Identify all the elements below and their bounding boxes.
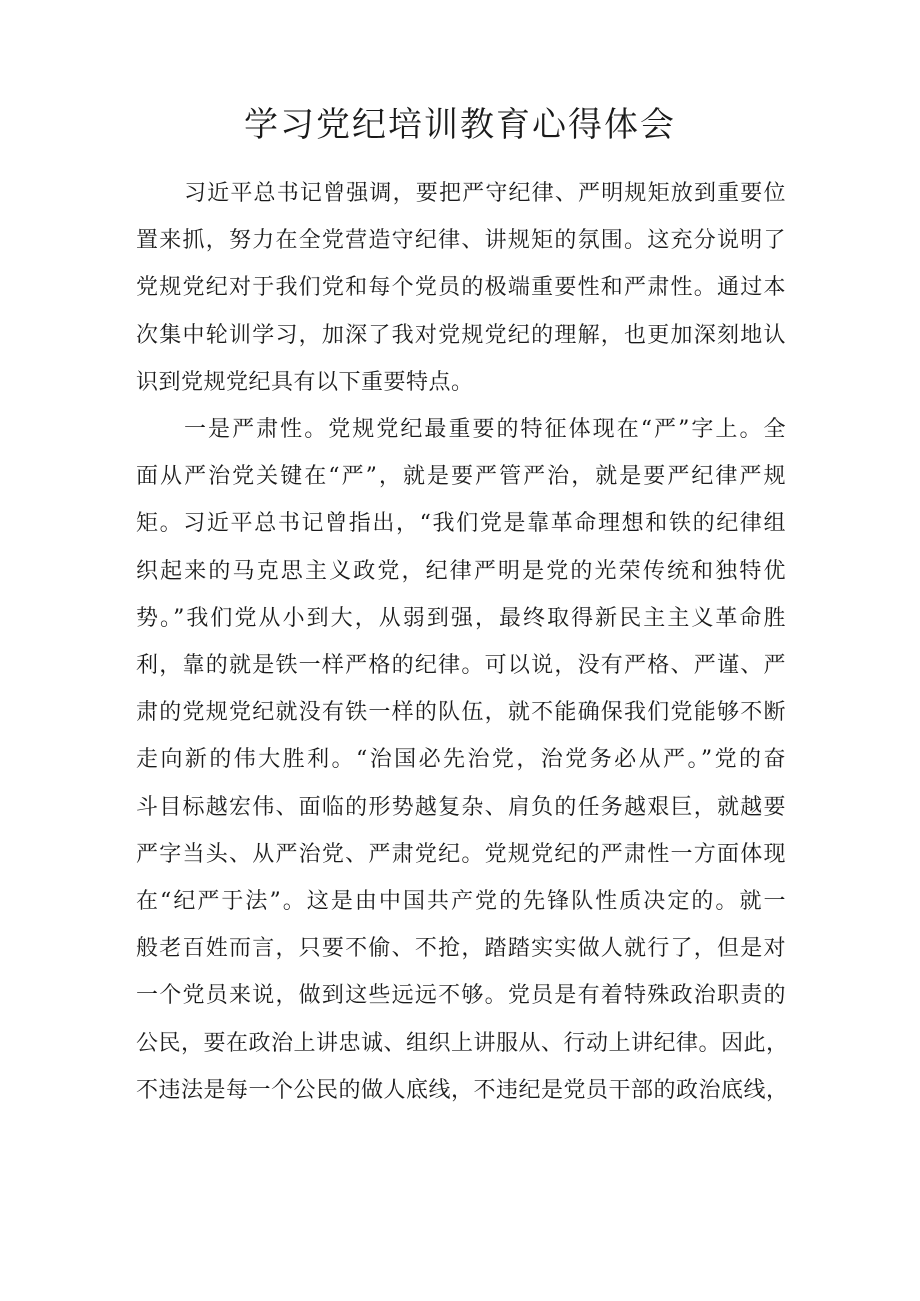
document-title: 学习党纪培训教育心得体会 xyxy=(244,105,676,145)
text-line: 势。”我们党从小到大，从弱到强，最终取得新民主主义革命胜 xyxy=(136,605,786,631)
text-line: 利，靠的就是铁一样严格的纪律。可以说，没有严格、严谨、严 xyxy=(136,653,786,679)
text-line: 一个党员来说，做到这些远远不够。党员是有着特殊政治职责的 xyxy=(136,983,786,1009)
text-line: 肃的党规党纪就没有铁一样的队伍，就不能确保我们党能够不断 xyxy=(136,700,786,726)
text-line: 矩。习近平总书记曾指出，“我们党是靠革命理想和铁的纪律组 xyxy=(136,511,786,537)
text-line: 走向新的伟大胜利。“治国必先治党，治党务必从严。”党的奋 xyxy=(136,747,786,773)
paragraph-seriousness xyxy=(136,406,789,1114)
text-line: 次集中轮训学习，加深了我对党规党纪的理解，也更加深刻地认 xyxy=(136,322,786,348)
text-line: 般老百姓而言，只要不偷、不抢，踏踏实实做人就行了，但是对 xyxy=(136,936,786,962)
text-line: 严字当头、从严治党、严肃党纪。党规党纪的严肃性一方面体现 xyxy=(136,841,786,867)
document-body xyxy=(136,170,789,1114)
text-line: 织起来的马克思主义政党，纪律严明是党的光荣传统和独特优 xyxy=(136,558,786,584)
text-line: 公民，要在政治上讲忠诚、组织上讲服从、行动上讲纪律。因此， xyxy=(136,1030,789,1056)
text-line: 面从严治党关键在“严”，就是要严管严治，就是要严纪律严规 xyxy=(136,464,786,490)
text-line: 党规党纪对于我们党和每个党员的极端重要性和严肃性。通过本 xyxy=(136,275,786,301)
text-line: 斗目标越宏伟、面临的形势越复杂、肩负的任务越艰巨，就越要 xyxy=(136,794,786,820)
text-line: 习近平总书记曾强调，要把严守纪律、严明规矩放到重要位 xyxy=(184,181,786,206)
text-line: 识到党规党纪具有以下重要特点。 xyxy=(136,369,474,395)
text-line: 不违法是每一个公民的做人底线，不违纪是党员干部的政治底线， xyxy=(136,1077,789,1103)
text-line: 一是严肃性。党规党纪最重要的特征体现在“严”字上。全 xyxy=(184,417,786,443)
paragraph-intro xyxy=(136,170,786,406)
text-line: 在“纪严于法”。这是由中国共产党的先锋队性质决定的。就一 xyxy=(136,889,786,915)
text-line: 置来抓，努力在全党营造守纪律、讲规矩的氛围。这充分说明了 xyxy=(136,228,786,254)
